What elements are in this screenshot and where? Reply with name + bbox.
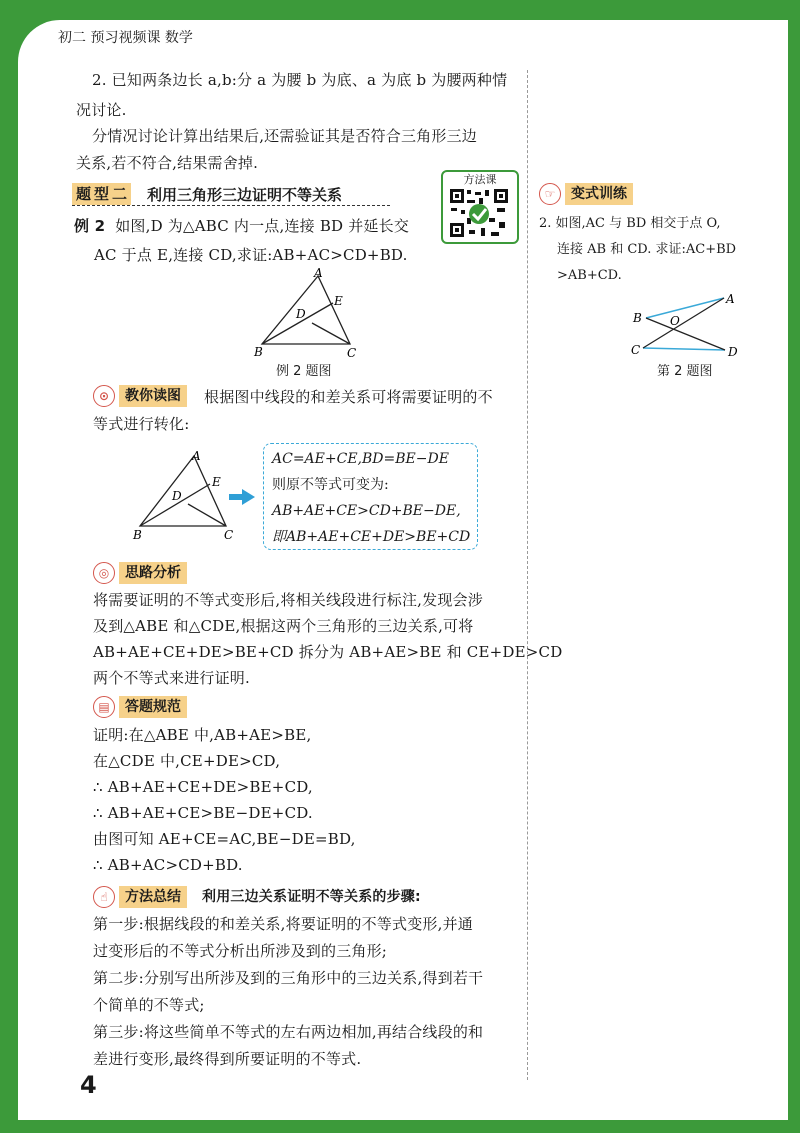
variant-badge: ☞ 变式训练 xyxy=(539,183,633,205)
summary-header xyxy=(93,886,187,908)
column-divider xyxy=(527,70,528,1080)
label-O: O xyxy=(670,314,680,328)
label-C: C xyxy=(224,528,234,542)
section-name: 利用三角形三边证明不等关系 xyxy=(147,185,343,204)
example-caption: 例 2 题图 xyxy=(276,364,332,379)
qr-pattern-icon xyxy=(449,188,509,238)
label-B: B xyxy=(133,528,142,542)
label-A: A xyxy=(726,292,735,306)
label-A: A xyxy=(314,266,323,280)
variant-caption: 第 2 题图 xyxy=(657,364,713,379)
proof-line-1: 证明:在△ABE 中,AB+AE>BE, xyxy=(93,726,312,744)
label-D: D xyxy=(728,345,738,359)
read-figure-triangle xyxy=(128,446,243,546)
answer-header xyxy=(93,696,187,718)
read-figure-badge: ⊙ 教你读图 xyxy=(93,385,187,407)
label-E: E xyxy=(334,294,343,308)
summary-badge: ☝ 方法总结 xyxy=(93,886,187,908)
intro-line-2: 况讨论. xyxy=(76,101,127,119)
intro-line-1: 2. 已知两条边长 a,b:分 a 为腰 b 为底、a 为底 b 为腰两种情 xyxy=(92,71,508,89)
thumbs-up-icon: ☝ xyxy=(93,886,115,908)
qr-label: 方法课 xyxy=(463,173,497,186)
section-underline xyxy=(72,205,390,206)
transform-line-4: 即AB+AE+CE+DE>BE+CD xyxy=(272,529,471,545)
label-C: C xyxy=(631,343,641,357)
right-arrow-icon xyxy=(229,489,255,505)
read-figure-text-2: 等式进行转化: xyxy=(93,415,190,433)
calendar-icon: ▤ xyxy=(93,696,115,718)
proof-line-2: 在△CDE 中,CE+DE>CD, xyxy=(93,752,281,770)
proof-line-4: ∴ AB+AE+CE>BE−DE+CD. xyxy=(93,804,313,822)
transform-line-1: AC=AE+CE,BD=BE−DE xyxy=(272,451,449,467)
analysis-header xyxy=(93,562,187,584)
summary-line-2: 过变形后的不等式分析出所涉及到的三角形; xyxy=(93,942,388,960)
read-figure-text-1: 根据图中线段的和差关系可将需要证明的不 xyxy=(204,388,493,406)
variant-figure xyxy=(628,288,748,360)
proof-line-5: 由图可知 AE+CE=AC,BE−DE=BD, xyxy=(93,830,356,848)
proof-line-3: ∴ AB+AE+CE+DE>BE+CD, xyxy=(93,778,313,796)
label-B: B xyxy=(633,311,642,325)
proof-line-6: ∴ AB+AC>CD+BD. xyxy=(93,856,243,874)
hand-pointer-icon: ☞ xyxy=(539,183,561,205)
example-text-1: 例 2 如图,D 为△ABC 内一点,连接 BD 并延长交 xyxy=(74,217,410,235)
label-B: B xyxy=(254,345,263,359)
analysis-line-3: AB+AE+CE+DE>BE+CD 拆分为 AB+AE>BE 和 CE+DE>CD xyxy=(93,643,563,661)
analysis-line-2: 及到△ABE 和△CDE,根据这两个三角形的三边关系,可将 xyxy=(93,617,474,635)
compass-icon: ◎ xyxy=(93,562,115,584)
magnifier-icon: ⊙ xyxy=(93,385,115,407)
transform-line-3: AB+AE+CE>CD+BE−DE, xyxy=(272,503,461,519)
section-title xyxy=(72,183,342,205)
transform-box xyxy=(263,443,478,550)
section-tag: 题型二 xyxy=(72,183,131,205)
variant-line-3: >AB+CD. xyxy=(557,268,622,283)
summary-line-5: 第三步:将这些简单不等式的左右两边相加,再结合线段的和 xyxy=(93,1023,484,1041)
transform-line-2: 则原不等式可变为: xyxy=(272,477,389,493)
summary-line-1: 第一步:根据线段的和差关系,将要证明的不等式变形,并通 xyxy=(93,915,473,933)
summary-line-3: 第二步:分别写出所涉及到的三角形中的三边关系,得到若干 xyxy=(93,969,484,987)
answer-badge: ▤ 答题规范 xyxy=(93,696,187,718)
variant-line-1: 2. 如图,AC 与 BD 相交于点 O, xyxy=(539,216,721,231)
intro-line-4: 关系,若不符合,结果需舍掉. xyxy=(76,154,259,172)
example-text-2: AC 于点 E,连接 CD,求证:AB+AC>CD+BD. xyxy=(94,246,408,264)
label-C: C xyxy=(347,346,357,360)
label-D: D xyxy=(172,489,182,503)
variant-line-2: 连接 AB 和 CD. 求证:AC+BD xyxy=(557,242,737,257)
page-header: 初二 预习视频课 数学 xyxy=(58,30,193,46)
read-figure-row xyxy=(93,385,187,407)
analysis-badge: ◎ 思路分析 xyxy=(93,562,187,584)
summary-line-6: 差进行变形,最终得到所要证明的不等式. xyxy=(93,1050,362,1068)
page-number: 4 xyxy=(80,1071,97,1099)
summary-title: 利用三边关系证明不等关系的步骤: xyxy=(202,889,421,905)
analysis-line-1: 将需要证明的不等式变形后,将相关线段进行标注,发现会涉 xyxy=(93,591,483,609)
summary-line-4: 个简单的不等式; xyxy=(93,996,205,1014)
variant-header xyxy=(539,183,633,205)
example-triangle-figure xyxy=(250,266,370,366)
intro-line-3: 分情况讨论计算出结果后,还需验证其是否符合三角形三边 xyxy=(92,127,477,145)
label-D: D xyxy=(296,307,306,321)
qr-code[interactable] xyxy=(441,170,519,244)
label-E: E xyxy=(212,475,221,489)
label-A: A xyxy=(192,449,201,463)
analysis-line-4: 两个不等式来进行证明. xyxy=(93,669,250,687)
